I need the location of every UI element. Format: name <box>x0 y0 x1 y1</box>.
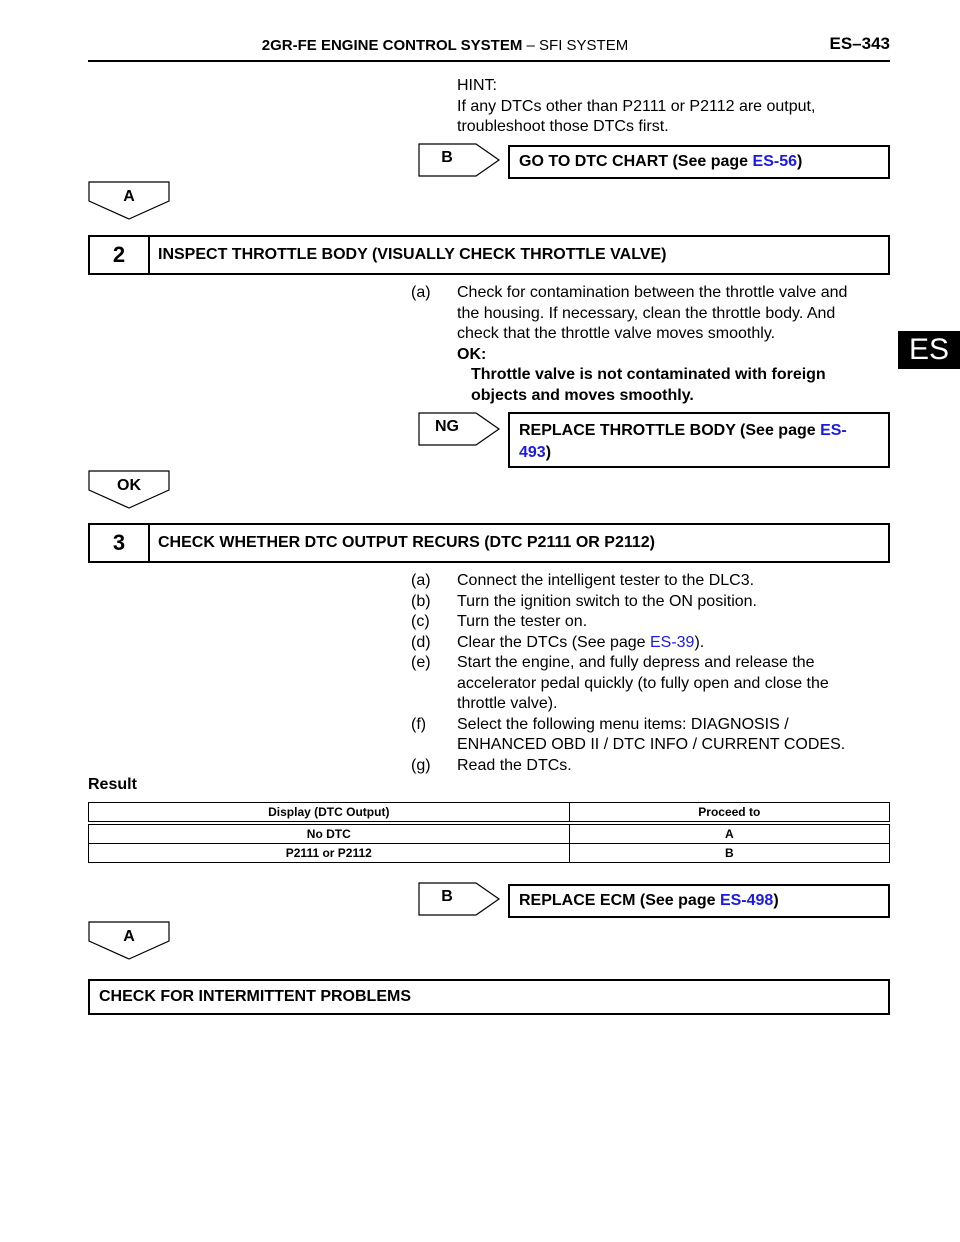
section-tab: ES <box>898 331 960 369</box>
outcome-arrow-ng-label: NG <box>435 418 459 435</box>
header-title-rest: – SFI SYSTEM <box>522 37 629 54</box>
link-es-493-part2[interactable]: 493 <box>519 444 546 461</box>
hint-label: HINT: <box>457 77 497 94</box>
outcome-arrow-b-label: B <box>441 149 453 166</box>
outcome-1-text: GO TO DTC CHART (See page <box>519 153 753 170</box>
table-header-display: Display (DTC Output) <box>89 803 570 822</box>
table-header-proceed: Proceed to <box>569 803 889 822</box>
step-2-title: INSPECT THROTTLE BODY (VISUALLY CHECK THROTTLE VALVE) <box>158 246 667 263</box>
link-es-498[interactable]: ES-498 <box>719 892 774 909</box>
result-heading: Result <box>88 776 137 793</box>
step-2-item-a-label: (a) <box>411 284 431 301</box>
step-3-item-b-label: (b) <box>411 592 431 610</box>
step-2-ok-line-1: Throttle valve is not contaminated with foreign <box>471 366 826 383</box>
step-3-item-e-line-1: Start the engine, and fully depress and release the <box>457 654 815 671</box>
page-number: ES–343 <box>829 34 890 53</box>
step-3-item-f-line-1: Select the following menu items: DIAGNOSIS / <box>457 715 789 733</box>
step-2-line-1: Check for contamination between the throttle valve and <box>457 284 848 301</box>
table-row <box>89 844 890 863</box>
link-es-56[interactable]: ES-56 <box>752 153 797 170</box>
step-2-line-3: check that the throttle valve moves smoothly. <box>457 325 776 342</box>
step-2-ok-label: OK: <box>457 345 487 363</box>
step-3-item-a-label: (a) <box>411 572 431 589</box>
table-cell-display: P2111 or P2112 <box>89 844 570 863</box>
step-3-item-f-label: (f) <box>411 715 427 733</box>
step-3-item-d-text-pre: Clear the DTCs (See page <box>457 633 650 651</box>
step-3-item-d-label: (d) <box>411 633 431 651</box>
header-divider <box>88 60 890 62</box>
step-3-item-a-text: Connect the intelligent tester to the DLC3. <box>457 572 755 589</box>
outcome-3-tail: ) <box>773 892 779 909</box>
step-3-item-e-label: (e) <box>411 654 431 671</box>
step-3-title: CHECK WHETHER DTC OUTPUT RECURS (DTC P2111 OR P2112) <box>158 534 655 551</box>
link-es-493-part1[interactable]: ES- <box>820 422 847 439</box>
step-2-ok-line-2: objects and moves smoothly. <box>471 386 694 404</box>
outcome-1-tail: ) <box>796 153 803 170</box>
outcome-arrow-b-2-label: B <box>441 888 453 905</box>
final-step-title: CHECK FOR INTERMITTENT PROBLEMS <box>99 988 411 1005</box>
outcome-replace-ecm <box>508 884 890 918</box>
step-2-line-2: the housing. If necessary, clean the throttle body. And <box>457 304 836 322</box>
table-cell-display: No DTC <box>89 825 570 844</box>
branch-arrow-a-label: A <box>123 188 135 205</box>
result-table <box>88 802 890 863</box>
branch-arrow-ok-label: OK <box>117 477 141 494</box>
step-3-item-b-text: Turn the ignition switch to the ON position. <box>457 592 757 610</box>
final-step-box <box>88 979 890 1015</box>
step-3-item-c-text: Turn the tester on. <box>457 613 588 630</box>
step-3-item-e-line-3: throttle valve). <box>457 695 558 712</box>
table-cell-proceed: B <box>569 844 889 863</box>
step-3-number: 3 <box>90 525 150 561</box>
outcome-3-text: REPLACE ECM (See page <box>519 892 720 909</box>
step-3-box <box>88 523 890 563</box>
page-header-title <box>190 37 700 54</box>
outcome-2-text: REPLACE THROTTLE BODY (See page <box>519 422 821 439</box>
step-3-item-g-text: Read the DTCs. <box>457 756 572 774</box>
link-es-39[interactable]: ES-39 <box>649 633 695 651</box>
outcome-2-tail: ) <box>545 444 552 461</box>
branch-arrow-a-2-label: A <box>123 928 135 945</box>
step-3-item-e-line-2: accelerator pedal quickly (to fully open and close the <box>457 674 829 692</box>
step-3-item-f-line-2: ENHANCED OBD II / DTC INFO / CURRENT CODES. <box>457 736 846 753</box>
header-title-bold: 2GR-FE ENGINE CONTROL SYSTEM <box>261 37 523 54</box>
table-row <box>89 825 890 844</box>
table-cell-proceed: A <box>569 825 889 844</box>
hint-line-2: troubleshoot those DTCs first. <box>457 118 669 135</box>
table-header-row <box>89 803 890 822</box>
step-2-number: 2 <box>90 237 150 273</box>
outcome-go-to-dtc-chart <box>508 145 890 179</box>
hint-line-1: If any DTCs other than P2111 or P2112 are output, <box>457 97 816 115</box>
step-3-item-c-label: (c) <box>411 613 430 630</box>
step-3-item-d-text-post: ). <box>694 633 705 651</box>
hint-block <box>457 76 897 138</box>
outcome-replace-throttle-body <box>508 412 890 468</box>
step-3-item-g-label: (g) <box>411 756 431 774</box>
step-2-box <box>88 235 890 275</box>
